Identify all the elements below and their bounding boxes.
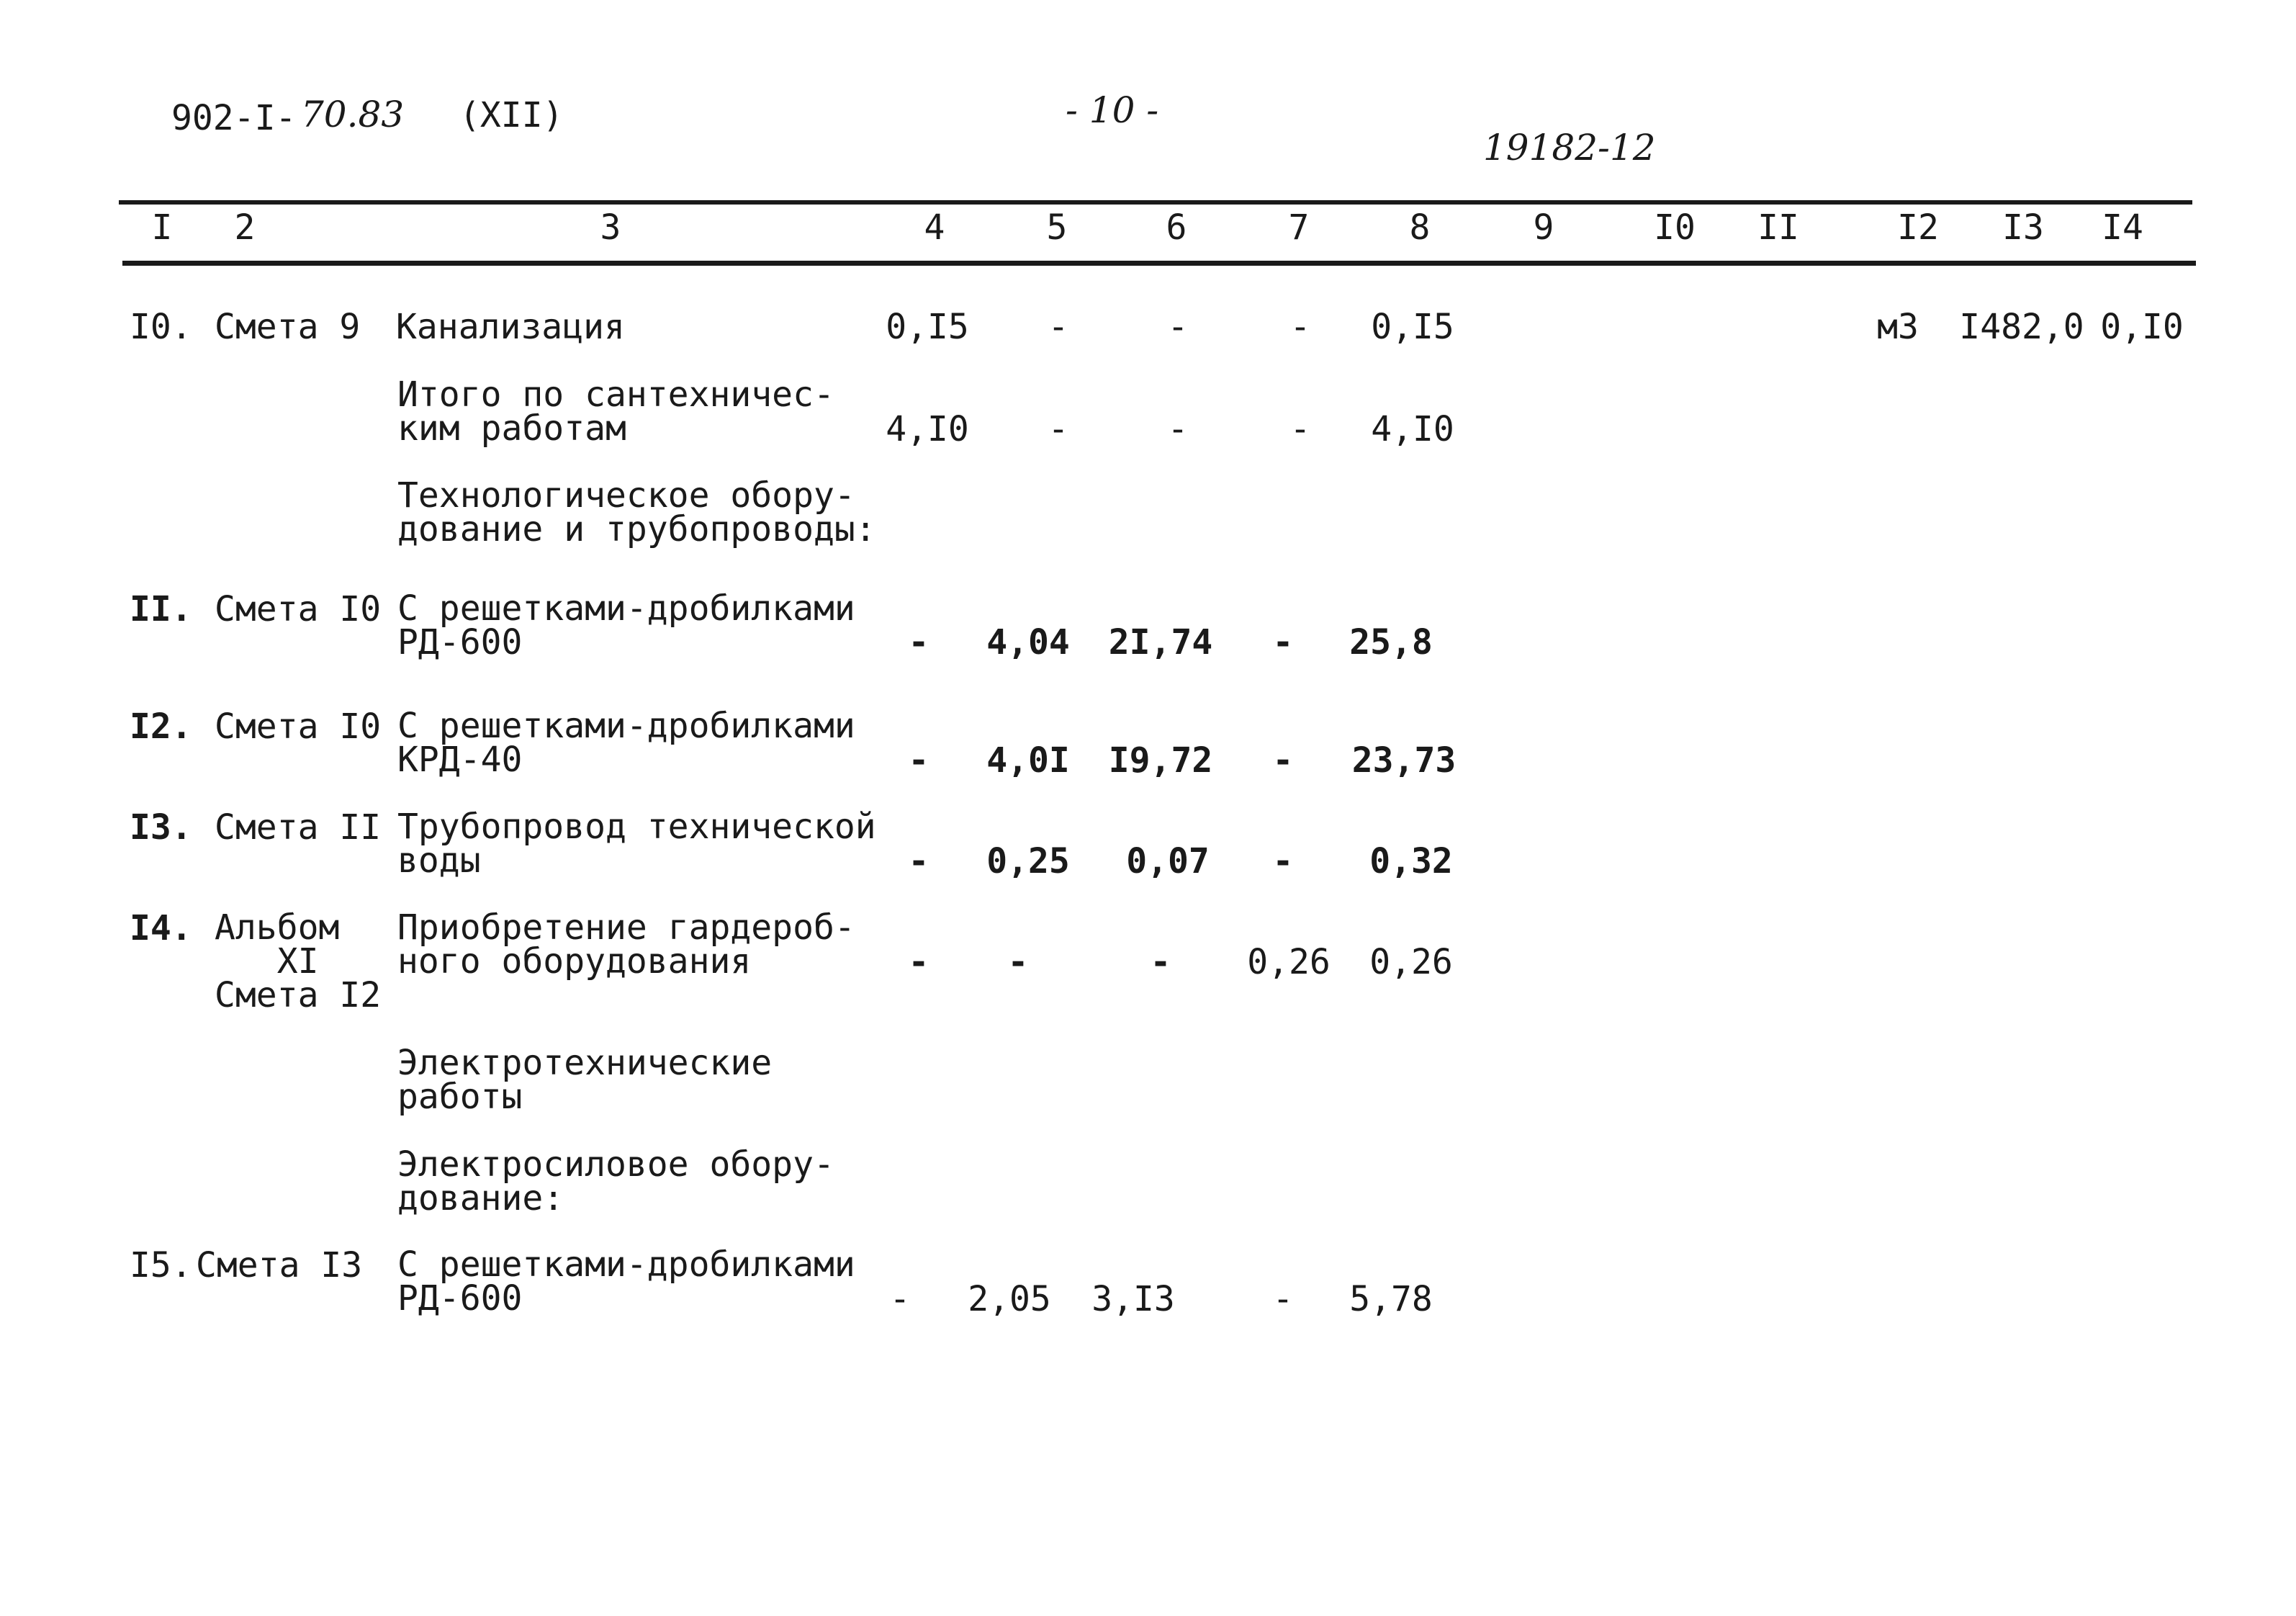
cell-col8: 5,78: [1349, 1279, 1433, 1319]
cell-col7: -: [1289, 409, 1311, 449]
cell-col5: 4,04: [986, 622, 1070, 663]
item-name: С решетками-дробилками РД-600: [397, 1244, 855, 1319]
column-header-4: 4: [924, 207, 945, 248]
cell-col6: -: [1150, 942, 1171, 982]
row-number: I3.: [130, 807, 192, 848]
item-name: С решетками-дробилками КРД-40: [397, 706, 855, 780]
cell-col5: -: [1048, 307, 1069, 347]
stamp-number: 19182-12: [1483, 127, 1656, 169]
cell-col4: 0,I5: [886, 307, 969, 347]
cell-col5: -: [1048, 409, 1069, 449]
column-header-8: 8: [1409, 207, 1431, 248]
cell-col8: 0,32: [1369, 841, 1453, 881]
row-number: II.: [130, 589, 192, 629]
cell-col7: -: [1272, 1279, 1294, 1319]
column-header-10: I0: [1654, 207, 1696, 248]
cell-col6: 3,I3: [1091, 1279, 1175, 1319]
volume-number: (XII): [459, 95, 564, 135]
column-header-12: I2: [1897, 207, 1939, 248]
cell-col5: 0,25: [986, 841, 1070, 881]
cell-col7: -: [1272, 841, 1294, 881]
estimate-reference: Альбом XI Смета I2: [215, 907, 382, 1015]
cell-col5: 2,05: [968, 1279, 1051, 1319]
estimate-reference: Смета I0: [215, 706, 382, 747]
column-header-3: 3: [600, 207, 621, 248]
header-top-rule: [119, 200, 2192, 205]
subtotal-label: Итого по сантехничес- ким работам: [397, 374, 834, 449]
cell-col6: I9,72: [1108, 740, 1213, 781]
cell-col8: 23,73: [1351, 740, 1457, 781]
column-header-5: 5: [1046, 207, 1068, 248]
cell-col13: I482,0: [1959, 307, 2084, 347]
cell-col7: -: [1272, 740, 1294, 781]
column-header-9: 9: [1533, 207, 1554, 248]
estimate-reference: Смета I3: [196, 1245, 363, 1285]
item-name: Трубопровод технической воды: [397, 807, 876, 881]
document-code-handwritten: 70.83: [301, 94, 405, 135]
row-number: I4.: [130, 908, 192, 948]
item-name: Канализация: [396, 307, 625, 347]
unit-cell: м3: [1877, 307, 1919, 347]
cell-col4: -: [889, 1279, 911, 1319]
cell-col5: -: [1007, 942, 1029, 982]
cell-col7: -: [1289, 307, 1311, 347]
column-header-14: I4: [2102, 207, 2143, 248]
column-header-2: 2: [234, 207, 256, 248]
cell-col6: -: [1167, 409, 1189, 449]
cell-col4: 4,I0: [886, 409, 969, 449]
cell-col8: 4,I0: [1371, 409, 1454, 449]
column-header-7: 7: [1288, 207, 1310, 248]
section-heading: Технологическое обору- дование и трубопроводы:: [397, 475, 876, 549]
cell-col5: 4,0I: [986, 740, 1070, 781]
column-header-13: I3: [2002, 207, 2044, 248]
estimate-reference: Смета I0: [215, 589, 382, 629]
cell-col8: 0,I5: [1371, 307, 1454, 347]
cell-col8: 0,26: [1369, 942, 1453, 982]
cell-col7: -: [1272, 622, 1294, 663]
cell-col6: 2I,74: [1108, 622, 1213, 663]
cell-col6: -: [1167, 307, 1189, 347]
cell-col7: 0,26: [1247, 942, 1331, 982]
cell-col14: 0,I0: [2100, 307, 2184, 347]
cell-col6: 0,07: [1126, 841, 1210, 881]
estimate-reference: Смета II: [215, 807, 382, 848]
cell-col4: -: [908, 942, 929, 982]
cell-col4: -: [908, 622, 929, 663]
header-bottom-rule: [122, 261, 2196, 266]
section-heading: Электротехнические работы: [397, 1043, 773, 1117]
cell-col4: -: [908, 740, 929, 781]
column-header-11: II: [1757, 207, 1799, 248]
estimate-reference: Смета 9: [215, 307, 361, 347]
section-heading: Электросиловое обору- дование:: [397, 1144, 834, 1218]
document-code: 902-I-: [171, 98, 297, 138]
column-header-6: 6: [1166, 207, 1187, 248]
page-number: - 10 -: [1066, 89, 1159, 131]
row-number: I2.: [130, 706, 192, 747]
row-number: I5.: [130, 1245, 192, 1285]
item-name: Приобретение гардероб- ного оборудования: [397, 907, 855, 982]
cell-col8: 25,8: [1349, 622, 1433, 663]
column-header-1: I: [151, 207, 173, 248]
item-name: С решетками-дробилками РД-600: [397, 588, 855, 663]
cell-col4: -: [908, 841, 929, 881]
row-number: I0.: [130, 307, 192, 347]
